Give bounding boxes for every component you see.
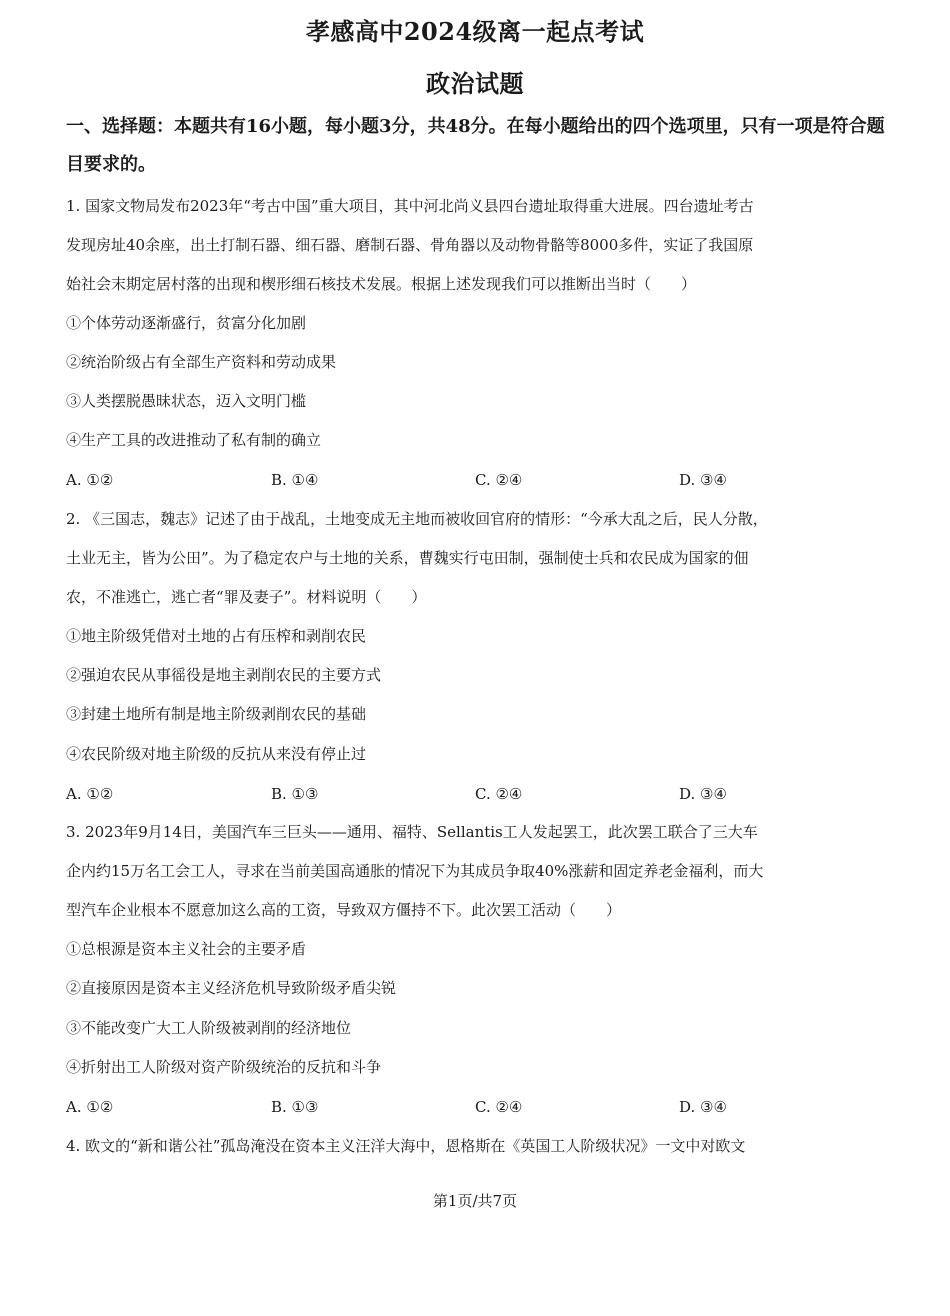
q1-statement: ②统治阶级占有全部生产资料和劳动成果: [66, 353, 337, 371]
q1-option-c[interactable]: C. ②④: [475, 471, 523, 489]
q3-option-b[interactable]: B. ①③: [271, 1098, 319, 1116]
q2-option-d[interactable]: D. ③④: [679, 785, 727, 803]
page-number: 第1页/共7页: [432, 1192, 518, 1210]
q2-statement: ①地主阶级凭借对土地的占有压榨和剥削农民: [66, 627, 367, 645]
q1-statement: ③人类摆脱愚昧状态，迈入文明门槛: [66, 392, 307, 410]
q3-option-d[interactable]: D. ③④: [679, 1098, 727, 1116]
subject-title: 政治试题: [426, 69, 524, 98]
exam-title: 孝感高中2024级离一起点考试: [305, 17, 645, 46]
q1-stem-line: 发现房址40余座，出土打制石器、细石器、磨制石器、骨角器以及动物骨骼等8000多件，实证了我国原: [66, 236, 754, 254]
q3-statement: ④折射出工人阶级对资产阶级统治的反抗和斗争: [66, 1058, 382, 1076]
q3-option-c[interactable]: C. ②④: [475, 1098, 523, 1116]
q3-stem-line: 企内约15万名工会工人，寻求在当前美国高通胀的情况下为其成员争取40%涨薪和固定养老金福利，而大: [66, 862, 764, 880]
q1-statement: ④生产工具的改进推动了私有制的确立: [66, 431, 322, 449]
q1-option-a[interactable]: A. ①②: [66, 471, 114, 489]
q1-stem-line: 始社会末期定居村落的出现和楔形细石核技术发展。根据上述发现我们可以推断出当时（ ）: [66, 275, 697, 293]
q3-stem-line: 型汽车企业根本不愿意加这么高的工资，导致双方僵持不下。此次罢工活动（ ）: [66, 901, 622, 919]
section-heading: 一、选择题：本题共有16小题，每小题3分，共48分。在每小题给出的四个选项里，只有一项是符合题目要求的。: [66, 116, 885, 175]
q2-stem-line: 2. 《三国志，魏志》记述了由于战乱，土地变成无主地而被收回官府的情形：“今承大乱之后，民人分散，: [66, 510, 768, 528]
q4-stem-line: 4. 欧文的“新和谐公社”孤岛淹没在资本主义汪洋大海中，恩格斯在《英国工人阶级状况》一文中对欧文: [66, 1137, 746, 1155]
q3-statement: ②直接原因是资本主义经济危机导致阶级矛盾尖锐: [66, 979, 397, 997]
q2-statement: ②强迫农民从事徭役是地主剥削农民的主要方式: [66, 666, 382, 684]
q2-statement: ④农民阶级对地主阶级的反抗从来没有停止过: [66, 745, 367, 763]
q3-statement: ①总根源是资本主义社会的主要矛盾: [66, 940, 307, 958]
q1-stem-line: 1. 国家文物局发布2023年“考古中国”重大项目，其中河北尚义县四台遗址取得重大进展。四台遗址考古: [66, 197, 754, 215]
q1-option-d[interactable]: D. ③④: [679, 471, 727, 489]
q2-option-a[interactable]: A. ①②: [66, 785, 114, 803]
q3-statement: ③不能改变广大工人阶级被剥削的经济地位: [66, 1019, 352, 1037]
q2-stem-line: 农，不准逃亡，逃亡者“罪及妻子”。材料说明（ ）: [66, 588, 427, 606]
q1-option-b[interactable]: B. ①④: [271, 471, 319, 489]
q2-option-c[interactable]: C. ②④: [475, 785, 523, 803]
q3-option-a[interactable]: A. ①②: [66, 1098, 114, 1116]
q2-stem-line: 土业无主，皆为公田”。为了稳定农户与土地的关系，曹魏实行屯田制，强制使士兵和农民成为国家的佃: [66, 549, 749, 567]
q2-statement: ③封建土地所有制是地主阶级剥削农民的基础: [66, 705, 367, 723]
q1-statement: ①个体劳动逐渐盛行，贫富分化加剧: [66, 314, 307, 332]
q3-stem-line: 3. 2023年9月14日，美国汽车三巨头——通用、福特、Sellantis工人发起罢工，此次罢工联合了三大车: [66, 823, 758, 841]
q2-option-b[interactable]: B. ①③: [271, 785, 319, 803]
